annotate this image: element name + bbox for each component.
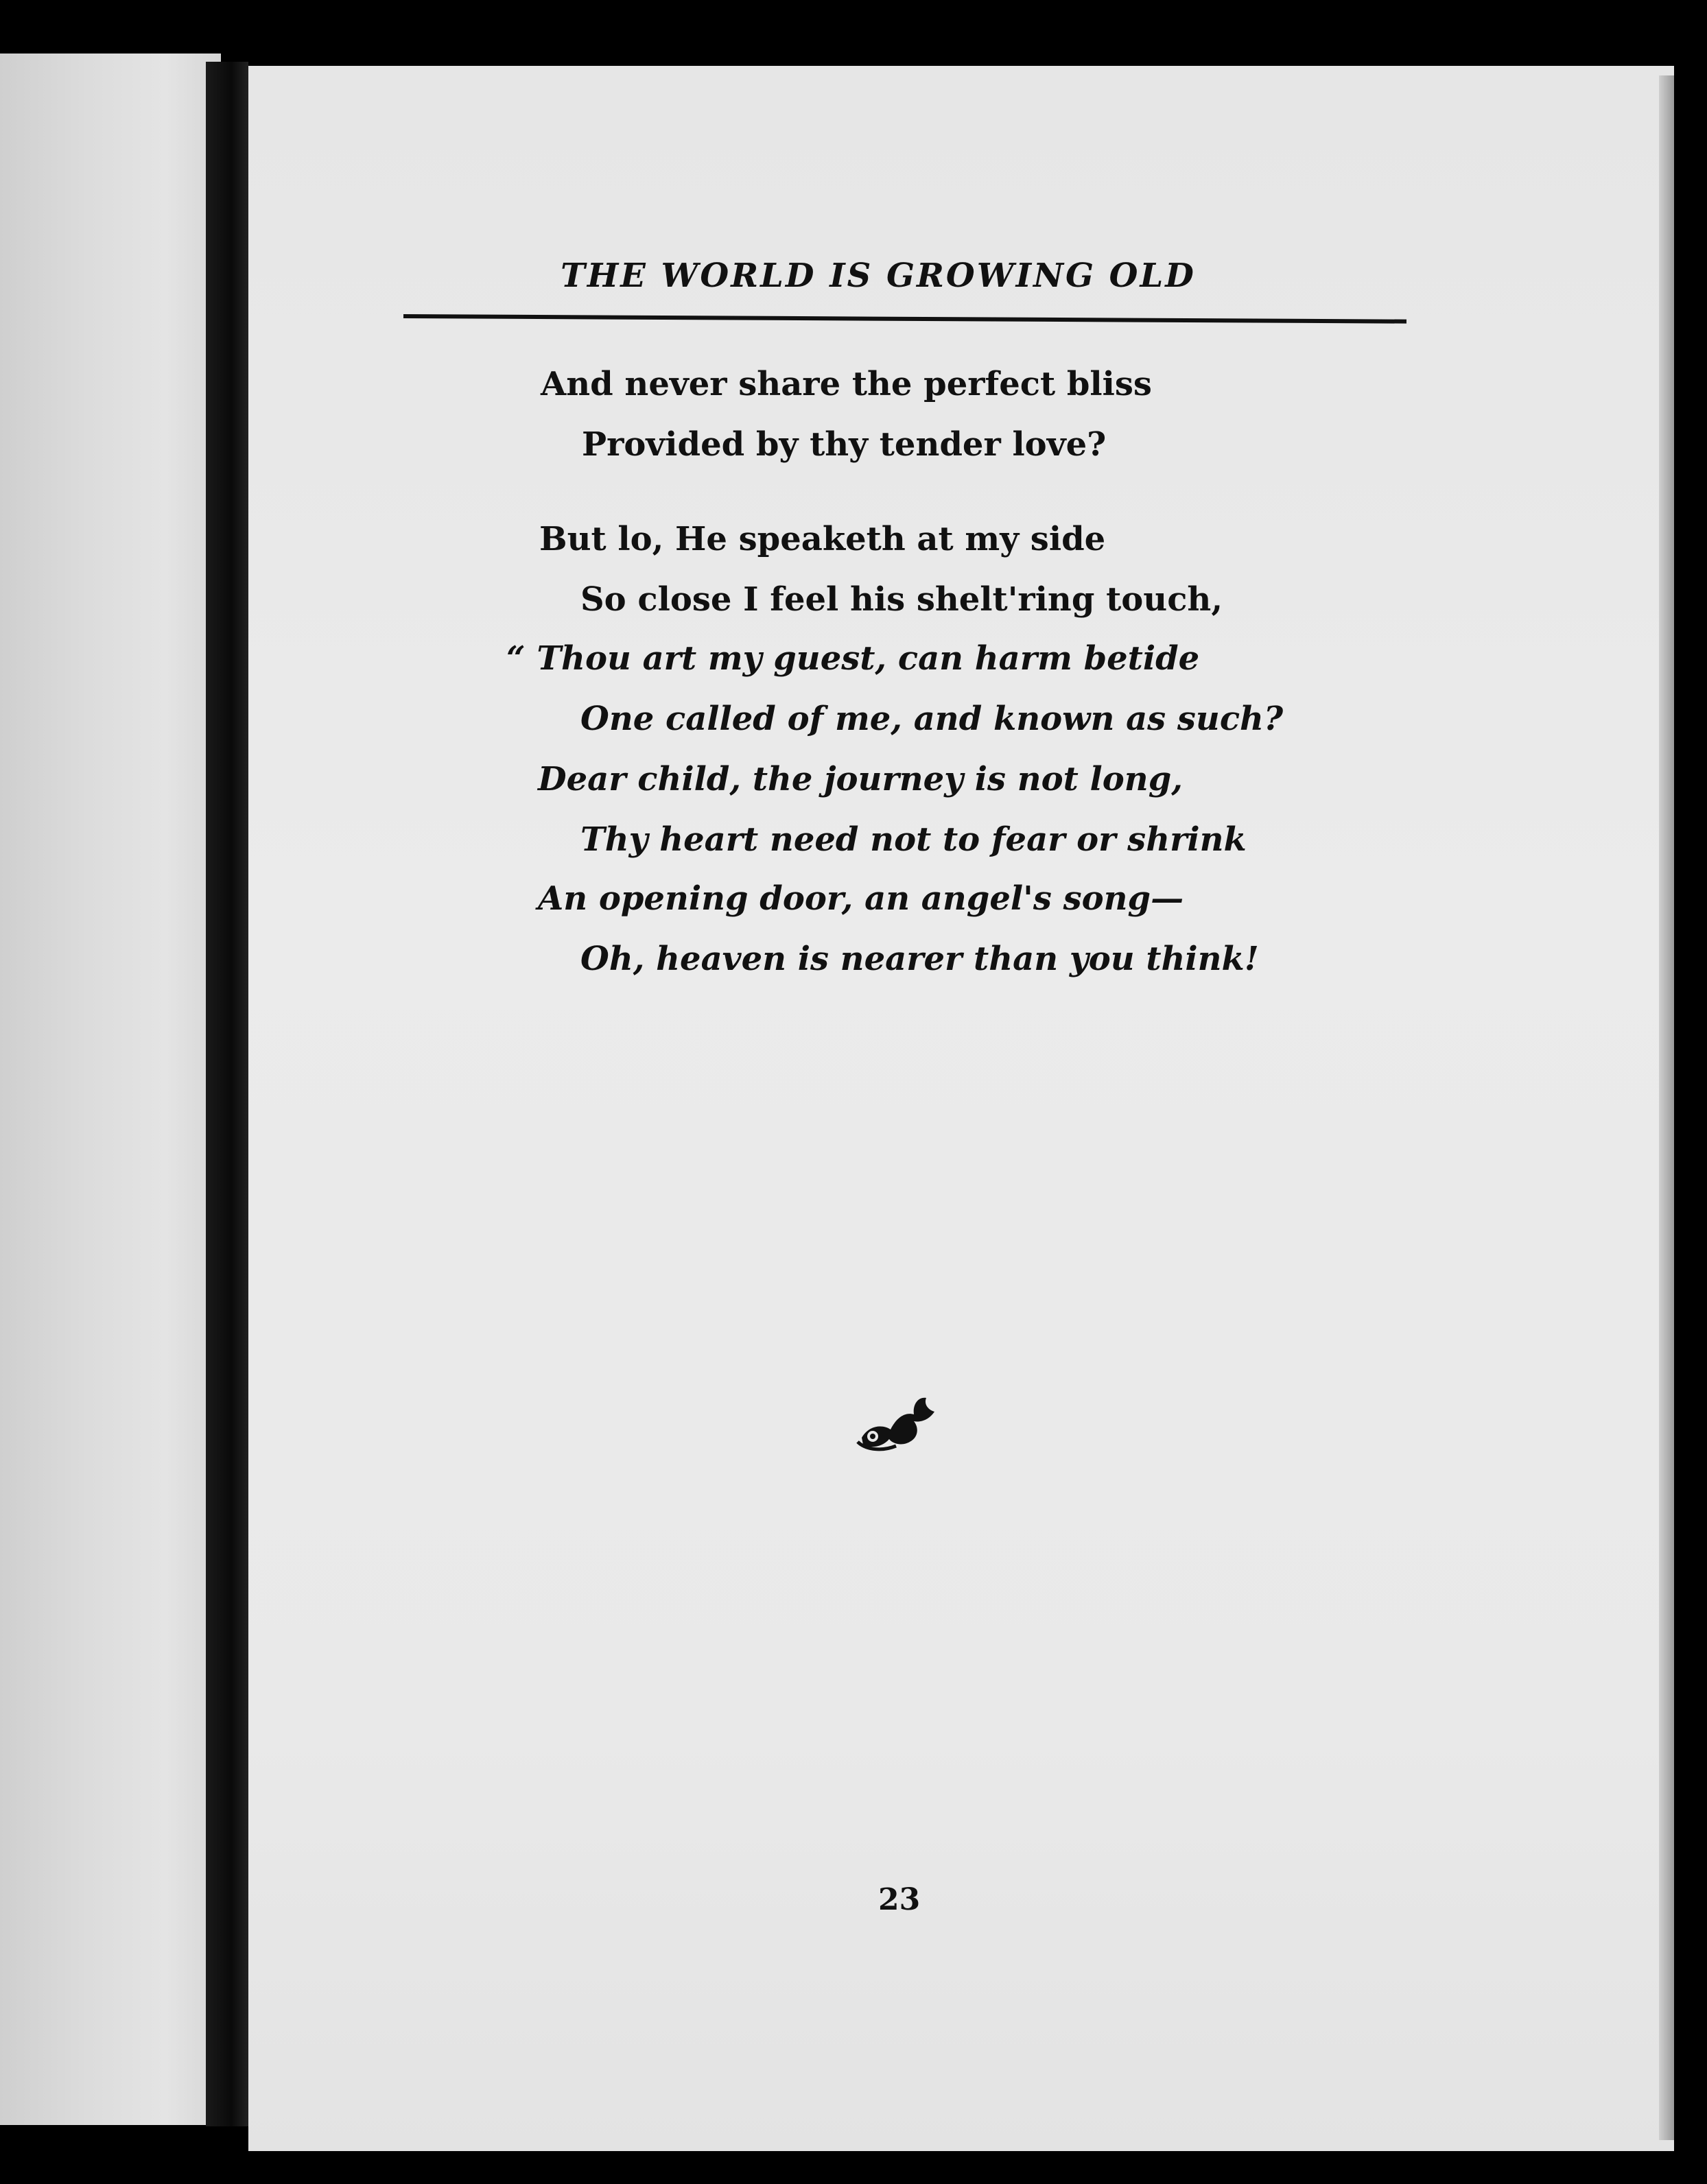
- page-right-edge: [1659, 75, 1674, 2140]
- left-page-edge: [0, 54, 221, 2125]
- verse-line: “ Thou art my guest, can harm betide: [506, 639, 1200, 678]
- verse-line: Oh, heaven is nearer than you think!: [580, 940, 1259, 978]
- book-gutter: [206, 62, 248, 2126]
- verse-line: Provided by thy tender love?: [582, 425, 1107, 464]
- leaf-flourish-icon: [855, 1384, 937, 1453]
- verse-line: So close I feel his shelt'ring touch,: [580, 580, 1223, 619]
- verse-line: Dear child, the journey is not long,: [538, 760, 1183, 798]
- verse-line: And never share the perfect bliss: [541, 365, 1152, 403]
- verse-line: Thy heart need not to fear or shrink: [580, 820, 1247, 859]
- verse-line: One called of me, and known as such?: [580, 700, 1284, 738]
- page-number: 23: [878, 1882, 921, 1917]
- verse-line: An opening door, an angel's song—: [538, 879, 1184, 918]
- running-head: THE WORLD IS GROWING OLD: [561, 257, 1196, 295]
- verse-line: But lo, He speaketh at my side: [539, 520, 1106, 558]
